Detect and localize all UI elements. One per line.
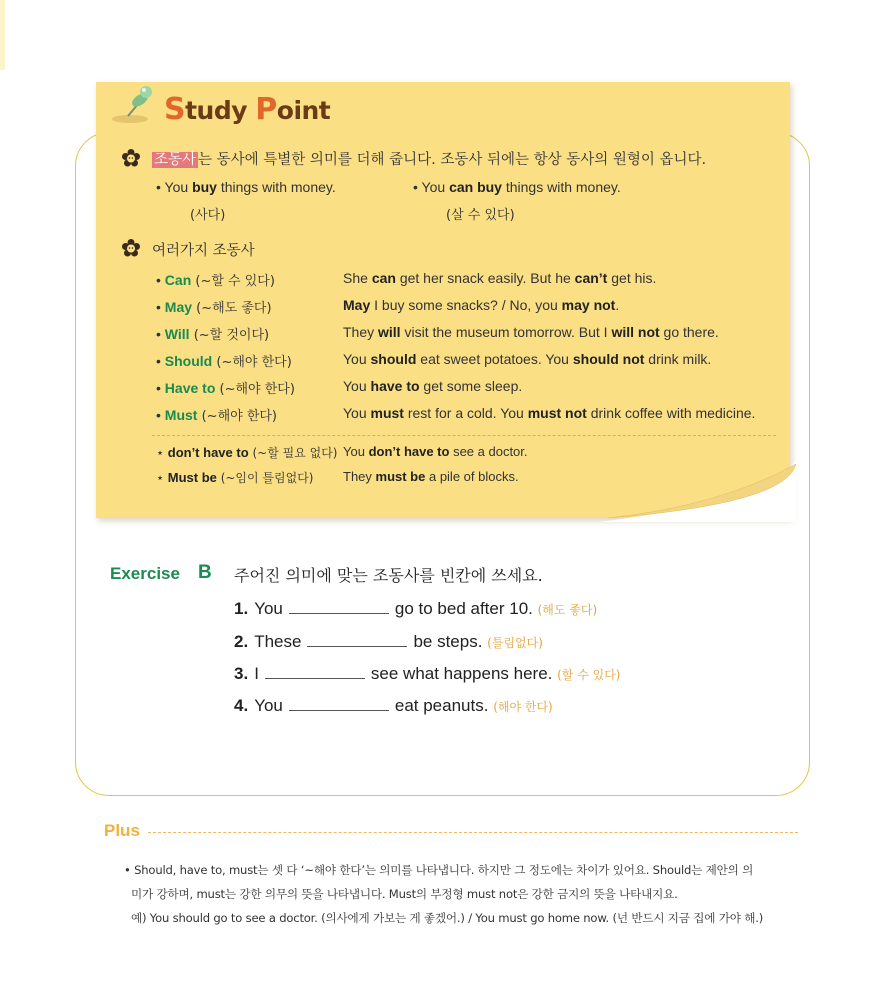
modal-emphasis: will bbox=[378, 324, 401, 340]
modal-emphasis: may not bbox=[561, 297, 616, 313]
modal-name: May bbox=[164, 299, 193, 315]
modal-name-row bbox=[156, 444, 337, 461]
modal-name: don’t have to bbox=[167, 445, 249, 460]
answer-blank[interactable] bbox=[289, 599, 389, 614]
bullet-icon: ⋆ bbox=[156, 445, 168, 460]
sentence-text: They bbox=[343, 324, 379, 340]
plus-text-line-3: 예) You should go to see a doctor. (의사에게 가보는 게 좋겠어.) / You must go home now. (넌 반드시 지금 집에 가야 해.) bbox=[131, 911, 764, 925]
modal-meaning: (~해야 한다) bbox=[197, 409, 278, 424]
answer-blank[interactable] bbox=[289, 696, 389, 711]
modal-name: Must be bbox=[167, 470, 217, 485]
sentence-text: see a doctor. bbox=[449, 444, 528, 459]
modal-emphasis: should not bbox=[572, 351, 645, 367]
page-edge-tab bbox=[0, 0, 5, 70]
sentence-text: a pile of blocks. bbox=[425, 469, 519, 484]
plus-text-line-2: 미가 강하며, must는 강한 의무의 뜻을 나타냅니다. Must의 부정형 must not은 강한 금지의 뜻을 나타내지요. bbox=[131, 887, 678, 901]
modal-name-row bbox=[156, 270, 275, 289]
sentence-text: She bbox=[343, 270, 372, 286]
modal-emphasis: can’t bbox=[574, 270, 608, 286]
modal-emphasis: must not bbox=[527, 405, 587, 421]
sentence-text: . bbox=[615, 297, 620, 313]
example-sentence bbox=[343, 469, 519, 484]
example-sentence bbox=[343, 297, 619, 313]
intro-gloss-1: (사다) bbox=[190, 208, 226, 223]
bullet-icon: • bbox=[156, 353, 165, 369]
exercise-instruction: 주어진 의미에 맞는 조동사를 빈칸에 쓰세요. bbox=[234, 566, 543, 585]
modal-emphasis: May bbox=[343, 297, 371, 313]
modal-meaning: (~해도 좋다) bbox=[192, 301, 272, 316]
bullet-icon: • bbox=[156, 272, 165, 288]
example-sentence bbox=[343, 405, 755, 421]
sentence-text: You bbox=[343, 351, 371, 367]
sentence-text: I buy some snacks? / No, you bbox=[370, 297, 562, 313]
plus-dashed-line bbox=[148, 832, 798, 833]
modal-name: Must bbox=[164, 407, 198, 423]
page-curl bbox=[600, 460, 800, 522]
sentence-text: You bbox=[343, 444, 369, 459]
sentence-text: drink milk. bbox=[644, 351, 712, 367]
bullet-icon: • bbox=[156, 380, 165, 396]
various-modals-title: 여러가지 조동사 bbox=[152, 243, 255, 259]
sentence-text: get some sleep. bbox=[419, 378, 523, 394]
modal-meaning: (~할 필요 없다) bbox=[248, 446, 338, 460]
sentence-text: eat sweet potatoes. You bbox=[416, 351, 573, 367]
modal-name-row bbox=[156, 324, 269, 343]
modal-emphasis: will not bbox=[611, 324, 660, 340]
modal-name-row bbox=[156, 378, 295, 397]
intro-example-2: • You can buy things with money. bbox=[413, 179, 621, 195]
flower-bullet-icon bbox=[122, 149, 140, 167]
example-sentence bbox=[343, 378, 522, 394]
modal-meaning: (~해야 한다) bbox=[215, 382, 295, 397]
question-3: 3. I see what happens here. (할 수 있다) bbox=[234, 664, 621, 683]
sentence-text: get her snack easily. But he bbox=[395, 270, 575, 286]
modal-emphasis: must bbox=[370, 405, 404, 421]
bullet-icon: • bbox=[156, 326, 165, 342]
sentence-text: visit the museum tomorrow. But I bbox=[400, 324, 612, 340]
dashed-divider bbox=[152, 435, 776, 436]
answer-blank[interactable] bbox=[307, 632, 407, 647]
example-sentence bbox=[343, 444, 528, 459]
modal-name: Can bbox=[164, 272, 192, 288]
modal-emphasis: can bbox=[371, 270, 396, 286]
sentence-text: They bbox=[343, 469, 376, 484]
exercise-label: Exercise bbox=[110, 564, 180, 583]
modal-emphasis: should bbox=[370, 351, 417, 367]
exercise-letter: B bbox=[198, 562, 212, 583]
bullet-icon: ⋆ bbox=[156, 470, 168, 485]
modal-meaning: (~임이 틀림없다) bbox=[216, 471, 314, 485]
modal-highlight: 조동사 bbox=[154, 152, 197, 168]
example-sentence bbox=[343, 351, 711, 367]
question-1: 1. You go to bed after 10. (해도 좋다) bbox=[234, 599, 598, 618]
intro-sentence: 조동사 는 동사에 특별한 의미를 더해 줍니다. 조동사 뒤에는 항상 동사의 원형이 옵니다. bbox=[154, 152, 707, 168]
bullet-icon: • bbox=[156, 407, 165, 423]
modal-meaning: (~해야 한다) bbox=[212, 355, 292, 370]
intro-example-1: • You buy things with money. bbox=[156, 179, 336, 195]
sentence-text: You bbox=[343, 405, 371, 421]
modal-name: Have to bbox=[164, 380, 216, 396]
sentence-text: go there. bbox=[659, 324, 719, 340]
modal-meaning: (~할 것이다) bbox=[189, 328, 270, 343]
modal-name-row bbox=[156, 405, 277, 424]
modal-name-row bbox=[156, 297, 272, 316]
example-sentence bbox=[343, 324, 719, 340]
plus-label: Plus bbox=[104, 821, 140, 840]
intro-gloss-2: (살 수 있다) bbox=[446, 208, 515, 223]
question-2: 2. These be steps. (틀림없다) bbox=[234, 632, 543, 651]
modal-emphasis: don’t have to bbox=[368, 444, 450, 459]
plus-text-line-1: • Should, have to, must는 셋 다 ‘~해야 한다’는 의미를 나타냅니다. 하지만 그 정도에는 차이가 있어요. Should는 제안의 의 bbox=[124, 863, 754, 877]
bullet-icon: • bbox=[156, 299, 165, 315]
flower-bullet-icon bbox=[122, 239, 140, 257]
modal-meaning: (~할 수 있다) bbox=[191, 274, 275, 289]
modal-name: Will bbox=[164, 326, 190, 342]
modal-emphasis: must be bbox=[375, 469, 426, 484]
modal-name-row bbox=[156, 351, 292, 370]
answer-blank[interactable] bbox=[265, 664, 365, 679]
modal-name: Should bbox=[164, 353, 213, 369]
sentence-text: get his. bbox=[607, 270, 657, 286]
sentence-text: drink coffee with medicine. bbox=[586, 405, 756, 421]
question-4: 4. You eat peanuts. (해야 한다) bbox=[234, 696, 553, 715]
example-sentence bbox=[343, 270, 656, 286]
modal-name-row bbox=[156, 469, 313, 486]
study-point-title: Study Point bbox=[164, 92, 331, 127]
sentence-text: rest for a cold. You bbox=[403, 405, 528, 421]
sentence-text: You bbox=[343, 378, 371, 394]
modal-emphasis: have to bbox=[370, 378, 420, 394]
